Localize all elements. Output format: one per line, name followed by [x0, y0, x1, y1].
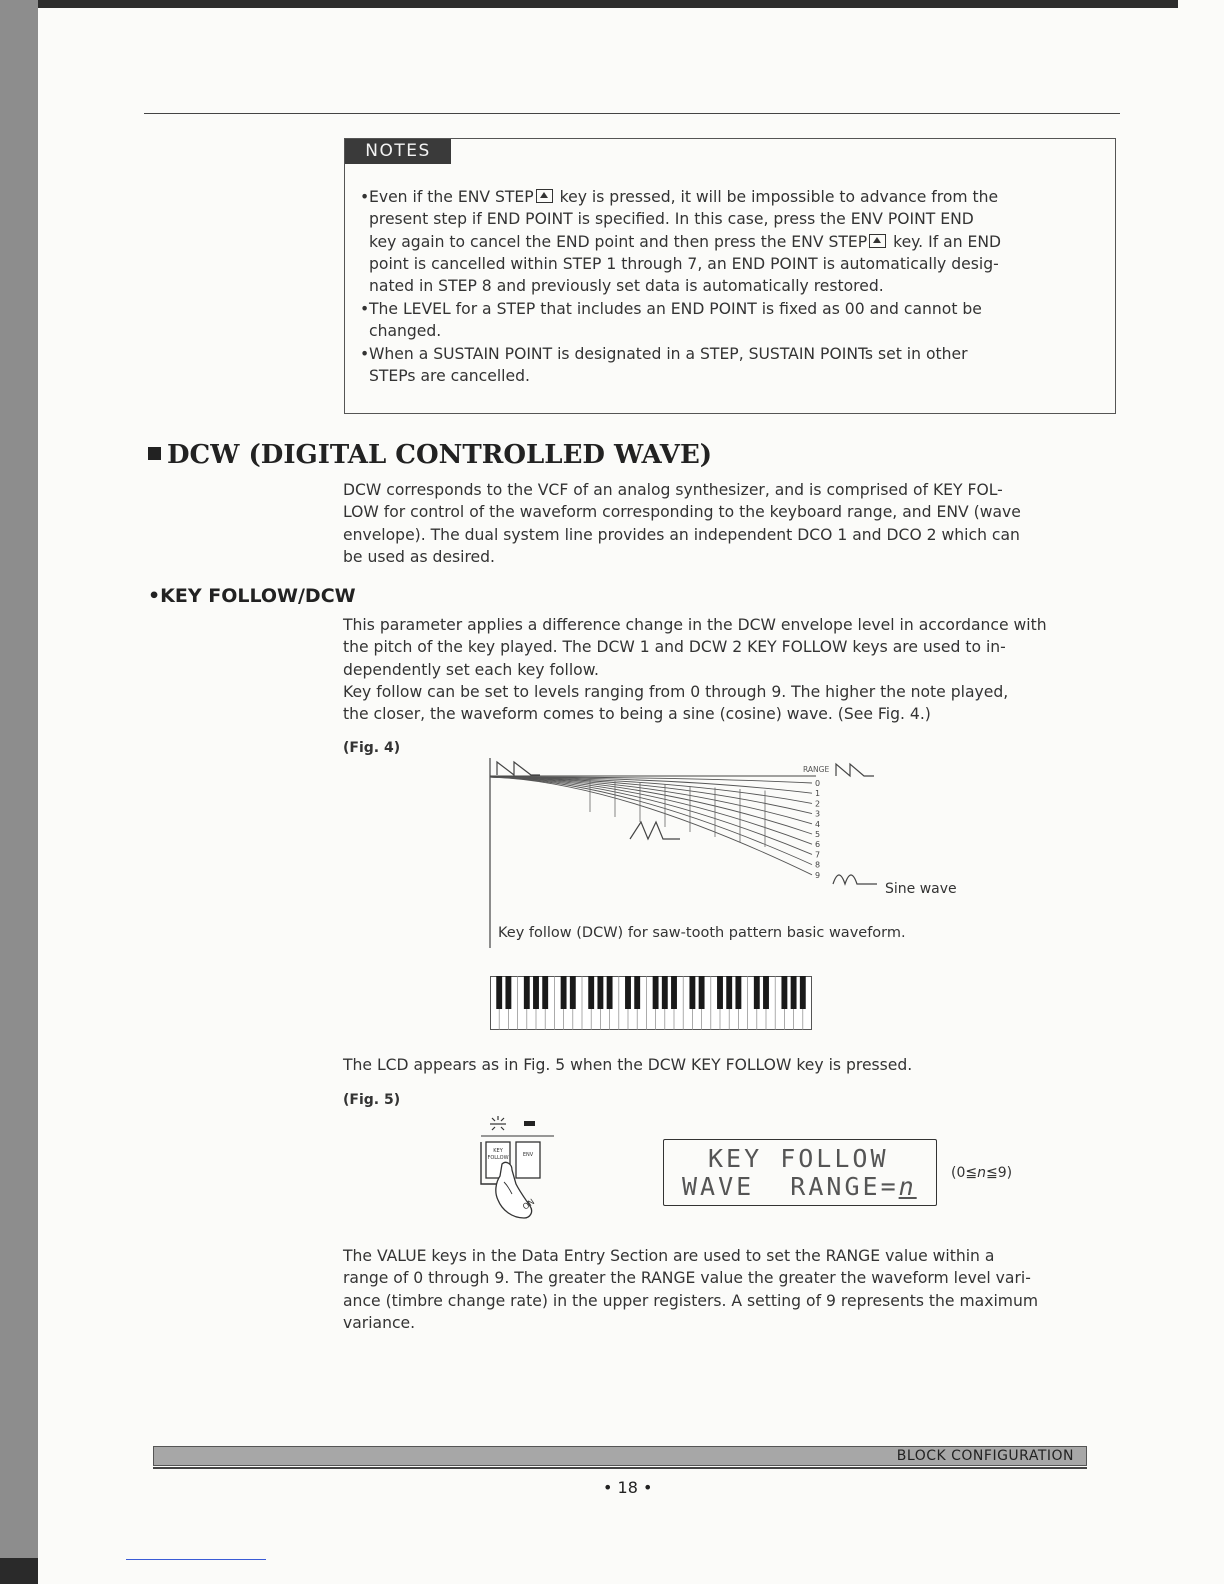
lcd-intro-text: The LCD appears as in Fig. 5 when the DCW KEY FOLLOW key is pressed.	[343, 1056, 913, 1074]
fig4-label: (Fig. 4)	[343, 740, 401, 756]
range-value-label: 1	[815, 789, 821, 799]
note-item-3: • When a SUSTAIN POINT is designated in a STEP, SUSTAIN POINTs set in other STEPs are cancelled.	[360, 345, 968, 386]
black-key	[625, 976, 631, 1009]
range-value-label: 8	[815, 860, 821, 870]
svg-text:FOLLOW: FOLLOW	[487, 1155, 509, 1161]
lcd-line-2: WAVE RANGE=n	[682, 1172, 917, 1201]
notes-badge: NOTES	[345, 139, 451, 164]
key-follow-curve	[490, 777, 812, 875]
black-key	[671, 976, 677, 1009]
range-note: (0≦n≦9)	[951, 1165, 1013, 1181]
black-key	[588, 976, 594, 1009]
dcw-intro-paragraph: DCW corresponds to the VCF of an analog synthesizer, and is comprised of KEY FOL- LOW for control of the waveform corresponding to the keyboard range, and ENV (wave envelope). The dual system line provides an independent DCO 1 and DCO 2 which can be used as desired.	[343, 481, 1021, 566]
black-key	[791, 976, 797, 1009]
range-value-label: 4	[815, 819, 821, 829]
black-key	[496, 976, 502, 1009]
key-follow-curve	[490, 777, 812, 865]
on-label: ON	[520, 1197, 537, 1212]
range-value-label: 5	[815, 830, 821, 839]
footer-rule	[153, 1467, 1087, 1469]
range-value-label: 6	[815, 840, 821, 850]
range-value-label: 9	[815, 870, 821, 880]
note-item-2: • The LEVEL for a STEP that includes an END POINT is fixed as 00 and cannot be changed.	[360, 300, 982, 341]
lcd-line-1: KEY FOLLOW	[708, 1144, 889, 1173]
black-key	[699, 976, 705, 1009]
black-key	[542, 976, 548, 1009]
lcd-display	[663, 1139, 937, 1206]
sine-wave-icon	[833, 875, 877, 884]
black-key	[597, 976, 603, 1009]
black-key	[634, 976, 640, 1009]
footer-section-title: BLOCK CONFIGURATION	[896, 1448, 1074, 1464]
black-key	[800, 976, 806, 1009]
black-key	[524, 976, 530, 1009]
range-label: RANGE	[803, 765, 830, 774]
black-key	[505, 976, 511, 1009]
black-key	[561, 976, 567, 1009]
svg-text:ENV: ENV	[522, 1152, 534, 1158]
key-follow-paragraph: This parameter applies a difference change in the DCW envelope level in accordance with the pitch of the key played. The DCW 1 and DCW 2 KEY FOLLOW keys are used to in- dependently set each key follow. Key follow can be set to levels ranging from 0 through 9. The higher the note played, the closer, the waveform comes to being a sine (cosine) wave. (See Fig. 4.)	[343, 616, 1047, 724]
fig5-label: (Fig. 5)	[343, 1092, 401, 1108]
svg-text:KEY: KEY	[493, 1148, 503, 1154]
key-follow-button-illustration	[476, 1112, 566, 1222]
fig4-caption: Key follow (DCW) for saw-tooth pattern basic waveform.	[498, 925, 906, 941]
black-key	[763, 976, 769, 1009]
value-paragraph: The VALUE keys in the Data Entry Section are used to set the RANGE value within a range of 0 through 9. The greater the RANGE value the greater the waveform level vari- ance (timbre change rate) in the upper registers. A setting of 9 represents the maximum variance.	[343, 1247, 1039, 1332]
black-key	[735, 976, 741, 1009]
black-key	[754, 976, 760, 1009]
note-item-1: • Even if the ENV STEP key is pressed, it will be impossible to advance from the present step if END POINT is specified. In this case, press the ENV POINT END key again to cancel the END point and then press the ENV STEP key. If an END point is cancelled within STEP 1 through 7, an END POINT is automatically desig- nated in STEP 8 and previously set data is automatically restored.	[360, 188, 1002, 296]
keyboard-illustration	[490, 976, 812, 1030]
black-key	[781, 976, 787, 1009]
bottom-link-line	[126, 1559, 266, 1560]
black-key	[570, 976, 576, 1009]
black-key	[607, 976, 613, 1009]
led-indicator	[524, 1121, 535, 1126]
black-key	[689, 976, 695, 1009]
black-key	[653, 976, 659, 1009]
range-value-label: 2	[815, 799, 821, 809]
sine-wave-label: Sine wave	[885, 881, 957, 897]
key-follow-curve	[490, 777, 812, 834]
section-heading-dcw: DCW (DIGITAL CONTROLLED WAVE)	[148, 440, 712, 470]
range-value-label: 0	[815, 779, 821, 788]
env-key	[516, 1142, 540, 1178]
sawtooth-wave-icon	[497, 762, 540, 775]
mixed-wave-icon	[630, 822, 680, 839]
black-key	[533, 976, 539, 1009]
black-key	[726, 976, 732, 1009]
sawtooth-wave-icon	[836, 764, 874, 776]
page-number: • 18 •	[603, 1478, 653, 1497]
flash-icon	[490, 1116, 506, 1130]
subheading-key-follow: •KEY FOLLOW/DCW	[148, 585, 356, 607]
black-key	[717, 976, 723, 1009]
key-follow-curve	[490, 777, 812, 854]
footer-bar	[153, 1446, 1087, 1466]
range-value-label: 7	[815, 850, 821, 860]
range-value-label: 3	[815, 809, 821, 819]
black-key	[662, 976, 668, 1009]
